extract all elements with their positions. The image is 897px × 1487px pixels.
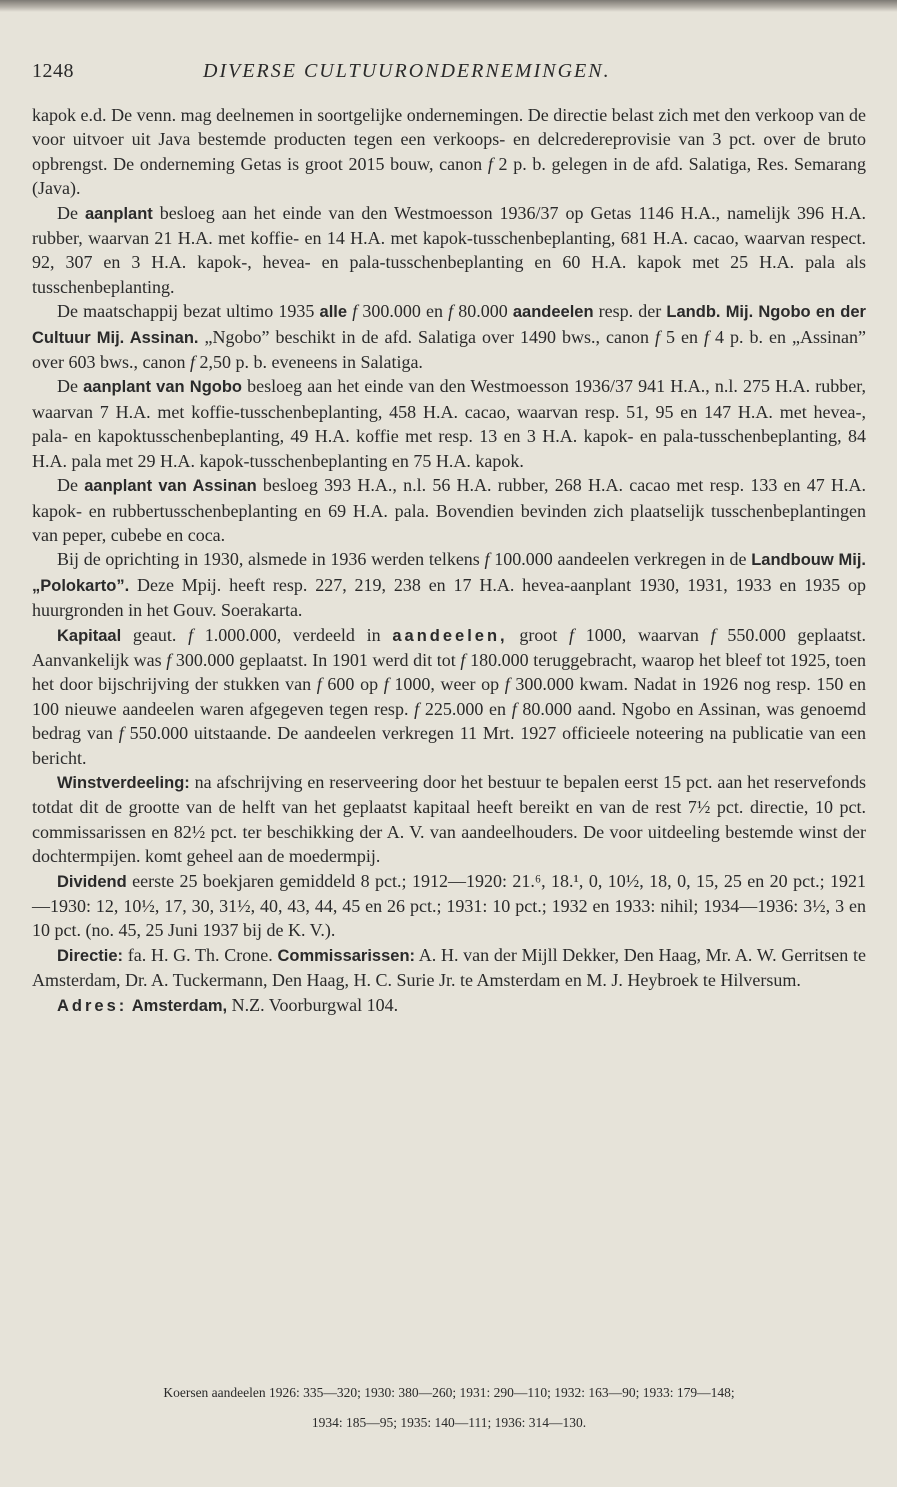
text-run: 100.000 aandeelen verkregen in de (489, 549, 752, 570)
text-run: De (57, 475, 85, 496)
text-run: De (57, 202, 85, 223)
paragraph (32, 299, 866, 374)
text-run: 550.000 uitstaande. De aandeelen verkregen 11 Mrt. 1927 officieele noteering na publicatie van een bericht. (32, 723, 866, 768)
text-run: besloeg 393 H.A., n.l. 56 H.A. rubber, 268 H.A. cacao met resp. 133 en 47 H.A. kapok- en rubbertusschenbeplanting en 69 H.A. pala. Bovendien bevinden zich plaatselijk tusschenbeplantingen van peper, cubebe en coca. (32, 475, 866, 545)
paragraph (32, 993, 866, 1018)
text-run: besloeg aan het einde van den Westmoesson 1936/37 941 H.A., n.l. 275 H.A. rubber, waarvan 7 H.A. met koffie-tusschenbeplanting, 458 H.A. cacao, waarvan resp. 51, 95 en 147 H.A. met hevea-, pala- en kapoktusschenbeplanting, 49 H.A. koffie met resp. 13 en 3 H.A. kapok- en pala-tusschenbeplanting, 84 H.A. pala met 29 H.A. kapok-tusschenbeplanting en 75 H.A. kapok. (32, 376, 866, 471)
text-run: 2,50 p. b. eveneens in Salatiga. (194, 352, 423, 373)
body-text (32, 103, 866, 1018)
bold-term: Kapitaal (57, 626, 122, 645)
text-run: 300.000 geplaatst. In 1901 werd dit tot (171, 649, 461, 670)
text-run: 2 p. b. gelegen in de afd. Salatiga, Res. Semarang (Java). (32, 153, 866, 199)
paragraph (32, 201, 866, 300)
page-header (32, 60, 872, 90)
bold-term: alle (319, 303, 348, 322)
text-run: „Ngobo” beschikt in de afd. Salatiga over 1490 bws., canon (198, 326, 655, 347)
paragraph (32, 943, 866, 993)
guilder-sign: f (511, 698, 517, 719)
guilder-sign: f (188, 624, 194, 645)
text-run: 600 op (321, 674, 384, 695)
bold-term: Commissarissen: (277, 946, 416, 965)
guilder-sign: f (166, 649, 172, 670)
bold-term: aandeelen (512, 303, 594, 322)
page-number: 1248 (32, 60, 74, 82)
guilder-sign: f (189, 352, 195, 373)
share-prices-line-2: 1934: 185—95; 1935: 140—111; 1936: 314—130. (311, 1415, 587, 1430)
paragraph (32, 623, 866, 770)
paragraph (32, 869, 866, 943)
text-run: N.Z. Voorburgwal 104. (227, 994, 399, 1015)
text-run: 225.000 en (419, 698, 512, 719)
guilder-sign: f (703, 326, 709, 347)
guilder-sign: f (414, 698, 420, 719)
guilder-sign: f (448, 301, 454, 322)
guilder-sign: f (383, 674, 389, 695)
text-run: fa. H. G. Th. Crone. (123, 944, 278, 965)
text-run: 1000, waarvan (574, 624, 711, 645)
text-run: Bij de oprichting in 1930, alsmede in 1936 werden telkens (57, 549, 485, 570)
text-run: geaut. (121, 624, 189, 645)
guilder-sign: f (504, 674, 510, 695)
text-run: 550.000 geplaatst. Aanvankelijk was (32, 624, 866, 670)
guilder-sign: f (484, 549, 490, 570)
text-run: 1.000.000, verdeeld in (193, 624, 393, 645)
guilder-sign: f (460, 649, 466, 670)
text-run: besloeg aan het einde van den Westmoesson 1936/37 op Getas 1146 H.A., namelijk 396 H.A. rubber, waarvan 21 H.A. met koffie- en 14 H.A. met kapok-tusschenbeplanting, 681 H.A. cacao, waarvan respect. 92, 307 en 3 H.A. kapok-, hevea- en pala-tusschenbeplanting en 60 H.A. kapok met 25 H.A. pala als tusschenbeplanting. (32, 202, 866, 297)
text-run: 1000, weer op (388, 674, 505, 695)
text-run: na afschrijving en reserveering door het bestuur te bepalen eerst 15 pct. aan het reservefonds totdat dit de grootte van de helft van het geplaatst kapitaal heeft bereikt en van de rest 7½ pct. directie, 10 pct. commissarissen en 82½ pct. ter beschikking der A. V. van aandeelhouders. De voor uitdeeling bestemde winst der dochtermpijen. komt geheel aan de moedermpij. (32, 771, 866, 867)
bold-term: aanplant van Assinan (84, 477, 257, 496)
text-run: 180.000 teruggebracht, waarop het bleef tot 1925, toen het door bijschrijving der stukken van (32, 649, 866, 695)
paragraph (32, 473, 866, 547)
bold-term: Winstverdeeling: (57, 773, 190, 792)
share-prices-note (32, 1378, 866, 1438)
bold-term: Dividend (57, 872, 127, 891)
text-run: groot (507, 624, 570, 645)
guilder-sign: f (316, 674, 322, 695)
guilder-sign: f (487, 153, 493, 174)
text-run: 80.000 aand. Ngobo en Assinan, was genoemd bedrag van (32, 698, 866, 744)
bold-term: Adres: (57, 996, 128, 1015)
bold-term: Directie: (57, 946, 124, 965)
bold-term: Amsterdam, (131, 996, 228, 1015)
text-run: kapok e.d. De venn. mag deelnemen in soortgelijke ondernemingen. De directie belast zich met den verkoop van de voor uitvoer uit Java bestemde producten tegen een verkoops- en delcredereprovisie van 3 pct. over de bruto opbrengst. De onderneming Getas is groot 2015 bouw, canon (32, 105, 866, 174)
guilder-sign: f (654, 326, 660, 347)
guilder-sign: f (569, 624, 575, 645)
text-run: De (57, 376, 84, 397)
guilder-sign: f (352, 301, 358, 322)
text-run: 300.000 kwam. Nadat in 1926 nog resp. 150 en 100 nieuwe aandeelen waren afgegeven tegen resp. (32, 674, 866, 719)
scan-edge (0, 0, 897, 12)
text-run: De maatschappij bezat ultimo 1935 (57, 301, 320, 322)
guilder-sign: f (710, 624, 716, 645)
bold-term: aandeelen, (392, 626, 508, 645)
paragraph (32, 547, 866, 622)
paragraph (32, 770, 866, 869)
text-run: 80.000 (453, 301, 513, 322)
share-prices-line-1: Koersen aandeelen 1926: 335—320; 1930: 380—260; 1931: 290—110; 1932: 163—90; 1933: 179—148; (163, 1385, 735, 1400)
bold-term: Landb. Mij. Ngobo en der Cultuur Mij. Assinan. (32, 303, 866, 347)
text-run: 5 en (659, 326, 704, 347)
text-run: Deze Mpij. heeft resp. 227, 219, 238 en 17 H.A. hevea-aanplant 1930, 1931, 1933 en 1935 op huurgronden in het Gouv. Soerakarta. (32, 574, 866, 621)
paragraph (32, 374, 866, 473)
bold-term: aanplant (84, 204, 153, 223)
paragraph (32, 103, 866, 201)
bold-term: aanplant van Ngobo (83, 378, 243, 397)
text-run: A. H. van der Mijll Dekker, Den Haag, Mr. A. W. Gerritsen te Amsterdam, Dr. A. Tuckermann, Den Haag, H. C. Surie Jr. te Amsterdam en M. J. Heybroek te Hilversum. (32, 944, 867, 991)
text-run: 300.000 en (357, 301, 449, 322)
bold-term: Landbouw Mij. „Polokarto”. (32, 551, 866, 595)
text-run: 4 p. b. en „Assinan” over 603 bws., canon (32, 326, 866, 373)
guilder-sign: f (118, 723, 124, 744)
text-run: resp. der (593, 301, 667, 322)
running-title: DIVERSE CULTUURONDERNEMINGEN. (203, 60, 611, 82)
text-run: eerste 25 boekjaren gemiddeld 8 pct.; 1912—1920: 21.⁶, 18.¹, 0, 10½, 18, 0, 15, 25 en 20 pct.; 1921—1930: 12, 10½, 17, 30, 31½, 40, 43, 44, 45 en 26 pct.; 1931: 10 pct.; 1932 en 1933: nihil; 1934—1936: 3½, 3 en 10 pct. (no. 45, 25 Juni 1937 bij de K. V.). (32, 870, 866, 941)
